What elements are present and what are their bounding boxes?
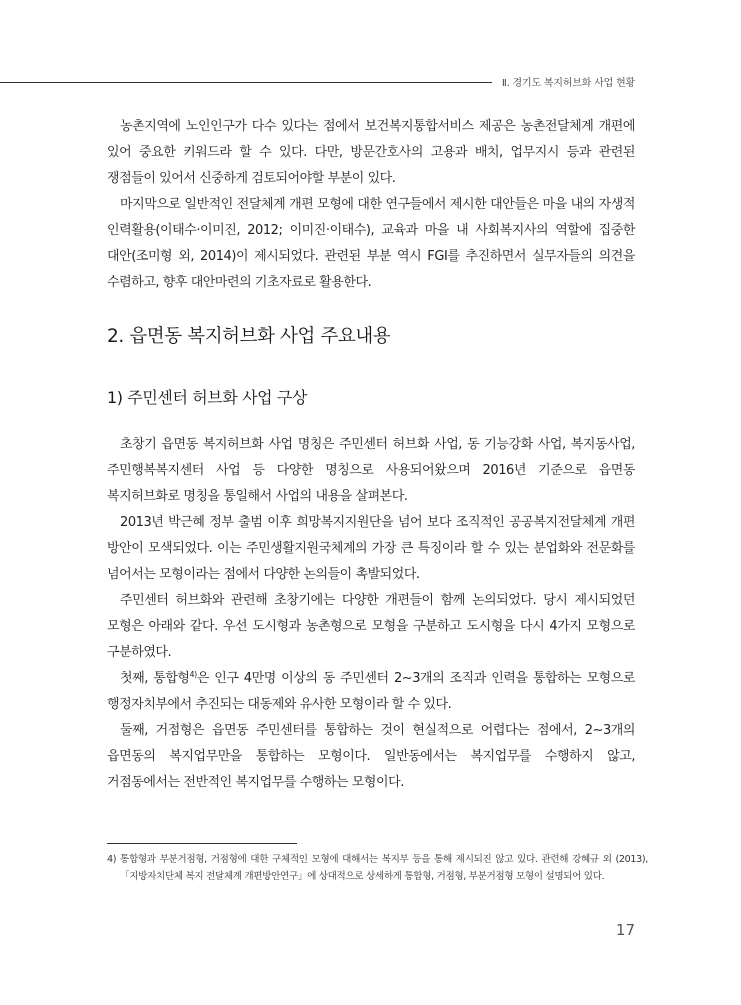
page-number: 17 — [615, 921, 635, 939]
first-model-text: 은 인구 4만명 이상의 동 주민센터 2∼3개의 조직과 인력을 통합하는 모형으로 행정자치부에서 추진되는 대동제와 유사한 모형이라 할 수 있다. — [107, 671, 635, 712]
body-paragraph: 초창기 읍면동 복지허브화 사업 명칭은 주민센터 허브화 사업, 동 기능강화 사업, 복지동사업, 주민행복복지센터 사업 등 다양한 명칭으로 사용되어왔으며 2016년 기준으로 읍면동 복지허브화로 명칭을 통일해서 사업의 내용을 살펴본다. — [107, 437, 635, 504]
body-paragraph: 둘째, 거점형은 읍면동 주민센터를 통합하는 것이 현실적으로 어렵다는 점에서, 2∼3개의 읍면동의 복지업무만을 통합하는 모형이다. 일반동에서는 복지업무를 수행하지 않고, 거점동에서는 전반적인 복지업무를 수행하는 모형이다. — [107, 723, 635, 790]
body-paragraph: 마지막으로 일반적인 전달체계 개편 모형에 대한 연구들에서 제시한 대안들은 마을 내의 자생적 인력활용(이태수·이미진, 2012; 이미진·이태수), 교육과 마을 내 사회복지사의 역할에 집중한 대안(조미형 외, 2014)이 제시되었다. 관련된 부분 역시 FGI를 추진하면서 실무자들의 의견을 수렴하고, 향후 대안마련의 기초자료로 활용한다. — [107, 197, 635, 290]
body-paragraph-first-model — [107, 666, 635, 718]
page-body — [107, 114, 635, 796]
first-model-lead: 첫째, 통합형 — [120, 671, 190, 686]
section-heading: 2. 읍면동 복지허브화 사업 주요내용 — [107, 326, 391, 347]
footnote-rule — [107, 843, 297, 844]
footnote-reference[interactable]: 4) — [189, 670, 197, 679]
header-rule — [0, 82, 492, 83]
spacer — [107, 411, 635, 432]
body-paragraph: 주민센터 허브화와 관련해 초창기에는 다양한 개편들이 함께 논의되었다. 당시 제시되었던 모형은 아래와 같다. 우선 도시형과 농촌형으로 모형을 구분하고 도시형을 다시 4가지 모형으로 구분하였다. — [107, 593, 635, 660]
footnote: 4) 통합형과 부분거점형, 거점형에 대한 구체적인 모형에 대해서는 복지부 등을 통해 제시되진 않고 있다. 관련해 강혜규 외 (2013), 「지방자치단체 복지 전달체계 개편방안연구」에 상대적으로 상세하게 통합형, 거점형, 부분거점형 모형이 설명되어 있다. — [107, 854, 648, 882]
running-head: Ⅱ. 경기도 복지허브화 사업 현황 — [501, 78, 635, 89]
body-paragraph: 2013년 박근혜 정부 출범 이후 희망복지지원단을 넘어 보다 조직적인 공공복지전달체계 개편 방안이 모색되었다. 이는 주민생활지원국체계의 가장 큰 특징이라 할 수 있는 분업화와 전문화를 넘어서는 모형이라는 점에서 다양한 논의들이 촉발되었다. — [107, 515, 635, 582]
subsection-heading: 1) 주민센터 허브화 사업 구상 — [107, 388, 307, 407]
body-paragraph: 농촌지역에 노인인구가 다수 있다는 점에서 보건복지통합서비스 제공은 농촌전달체계 개편에 있어 중요한 키워드라 할 수 있다. 다만, 방문간호사의 고용과 배치, 업무지시 등과 관련된 쟁점들이 있어서 신중하게 검토되어야할 부분이 있다. — [107, 119, 635, 186]
